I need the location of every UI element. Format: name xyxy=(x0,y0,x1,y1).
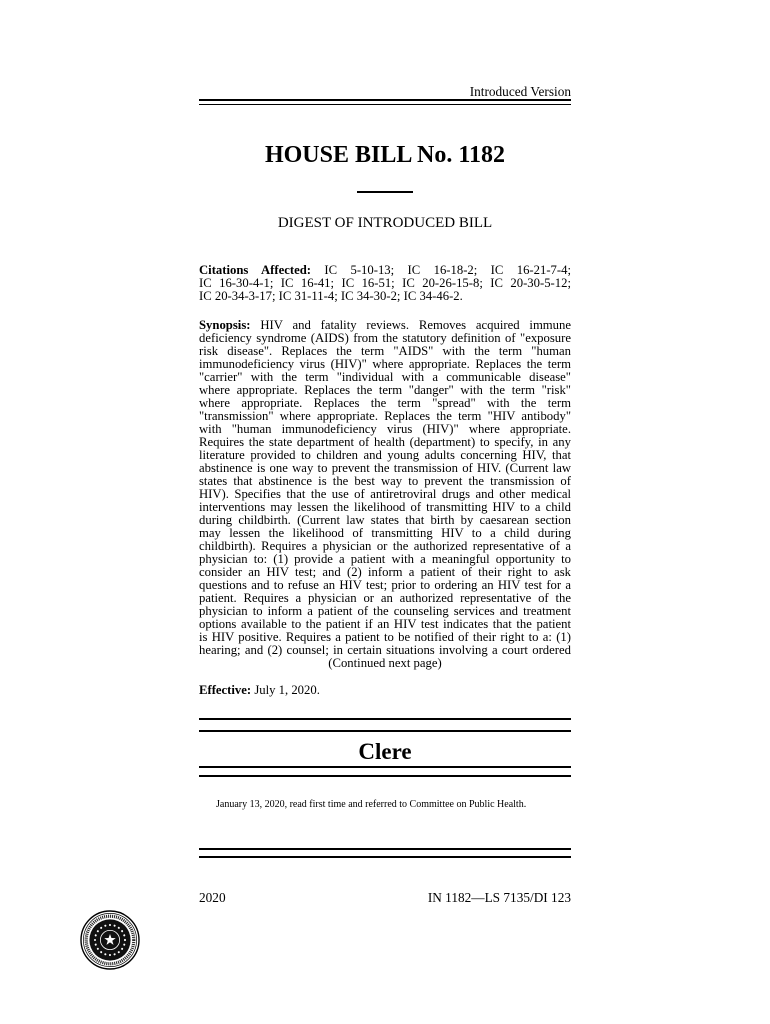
effective-date: July 1, 2020. xyxy=(254,682,320,697)
synopsis-line: is HIV positive. Requires a patient to be notified of their right to a: (1) xyxy=(199,629,571,644)
bill-title: HOUSE BILL No. 1182 xyxy=(264,142,506,168)
citations-block xyxy=(199,264,571,303)
synopsis-line: interventions may lessen the likelihood of transmitting HIV to a child xyxy=(199,499,571,514)
synopsis-line: hearing; and (2) counsel; in certain situations involving a court ordered xyxy=(199,642,571,657)
synopsis-label: Synopsis: xyxy=(199,317,251,332)
synopsis-line: immunodeficiency virus (HIV)" where appropriate. Replaces the term xyxy=(199,356,571,371)
effective-line xyxy=(199,684,571,697)
synopsis-line xyxy=(199,319,571,332)
author-rule-top-1 xyxy=(199,718,571,720)
title-underline xyxy=(357,191,413,193)
author-rule-bottom-2 xyxy=(199,775,571,777)
legislative-action: January 13, 2020, read first time and referred to Committee on Public Health. xyxy=(216,799,527,810)
synopsis-block xyxy=(199,319,571,670)
synopsis-line: deficiency syndrome (AIDS) from the statutory definition of "exposure xyxy=(199,330,571,345)
citations-line: IC 16-30-4-1; IC 16-41; IC 16-51; IC 20-26-15-8; IC 20-30-5-12; xyxy=(199,275,571,290)
synopsis-line: consider an HIV test; and (2) inform a patient of their right to ask xyxy=(199,564,571,579)
header-rule-thick xyxy=(199,99,571,101)
digest-heading: DIGEST OF INTRODUCED BILL xyxy=(277,215,493,231)
synopsis-line: may lessen the likelihood of transmitting HIV to a child during xyxy=(199,525,571,540)
synopsis-line: where appropriate. Replaces the term "spread" with the term xyxy=(199,395,571,410)
session-year: 2020 xyxy=(199,890,226,905)
citations-line: IC 20-34-3-17; IC 31-11-4; IC 34-30-2; IC 34-46-2. xyxy=(199,288,463,303)
synopsis-line: physician to inform a patient of the counseling services and treatment xyxy=(199,603,571,618)
synopsis-line: HIV). Specifies that the use of antiretroviral drugs and other medical xyxy=(199,486,571,501)
citations-line xyxy=(199,264,571,277)
synopsis-line: Requires the state department of health (department) to specify, in any xyxy=(199,434,571,449)
author-name: Clere xyxy=(358,739,412,764)
synopsis-line: abstinence is one way to prevent the transmission of HIV. (Current law xyxy=(199,460,571,475)
author-rule-top-2 xyxy=(199,730,571,732)
synopsis-line: questions and to refuse an HIV test; prior to ordering an HIV test for a xyxy=(199,577,571,592)
action-rule-2 xyxy=(199,856,571,858)
citations-label: Citations Affected: xyxy=(199,262,312,277)
synopsis-line: options available to the patient if an HIV test indicates that the patient xyxy=(199,616,571,631)
synopsis-line: literature provided to children and young adults concerning HIV, that xyxy=(199,447,571,462)
document-id: IN 1182—LS 7135/DI 123 xyxy=(427,890,571,905)
synopsis-line: where appropriate. Replaces the term "danger" with the term "risk" xyxy=(199,382,571,397)
effective-label: Effective: xyxy=(199,682,252,697)
synopsis-line: risk disease". Replaces the term "AIDS" with the term "human xyxy=(199,343,571,358)
header-rule-thin xyxy=(199,104,571,105)
version-label: Introduced Version xyxy=(469,84,571,99)
state-seal-icon xyxy=(80,910,140,970)
citations-text: IC 5-10-13; IC 16-18-2; IC 16-21-7-4; xyxy=(324,262,571,277)
continued-note: (Continued next page) xyxy=(328,655,442,670)
synopsis-line: physician to: (1) provide a patient with a meaningful opportunity to xyxy=(199,551,571,566)
synopsis-line: patient. Requires a physician or an authorized representative of the xyxy=(199,590,571,605)
synopsis-line: states that abstinence is the best way to prevent the transmission of xyxy=(199,473,571,488)
author-rule-bottom-1 xyxy=(199,766,571,768)
synopsis-line: with "human immunodeficiency virus (HIV)" where appropriate. xyxy=(199,421,571,436)
synopsis-line: childbirth). Requires a physician or the authorized representative of a xyxy=(199,538,571,553)
synopsis-line: "transmission" where appropriate. Replaces the term "HIV antibody" xyxy=(199,408,571,423)
synopsis-line: during childbirth. (Current law states that birth by caesarean section xyxy=(199,512,571,527)
action-rule-1 xyxy=(199,848,571,850)
synopsis-text: HIV and fatality reviews. Removes acquired immune xyxy=(260,317,571,332)
synopsis-line: "carrier" with the term "individual with a communicable disease" xyxy=(199,369,571,384)
